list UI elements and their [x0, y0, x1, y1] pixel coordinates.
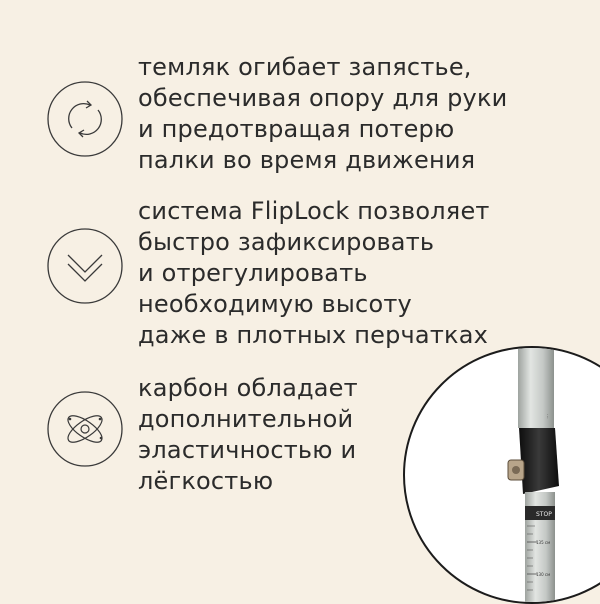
feature-line: быстро зафиксировать	[138, 228, 435, 256]
feature-line: эластичностью и	[138, 436, 357, 464]
feature-line: обеспечивая опору для руки	[138, 84, 508, 112]
atom-orbit-icon	[46, 390, 124, 468]
feature-text	[138, 52, 578, 176]
feature-line: темляк огибает запястье,	[138, 53, 472, 81]
feature-line: палки во время движения	[138, 146, 476, 174]
double-chevron-down-icon	[46, 227, 124, 305]
stop-label: STOP	[536, 511, 552, 518]
mark-135: 135 см	[536, 540, 551, 545]
svg-text:···: ···	[544, 414, 550, 419]
feature-line: и отрегулировать	[138, 259, 368, 287]
feature-text	[138, 196, 578, 351]
feature-line: лёгкостью	[138, 467, 274, 495]
feature-line: даже в плотных перчатках	[138, 321, 489, 349]
mark-130: 130 см	[536, 572, 551, 577]
feature-line: необходимую высоту	[138, 290, 412, 318]
rotate-arrows-icon	[46, 80, 124, 158]
feature-wrist-strap	[0, 48, 600, 178]
flip-lock-clamp	[519, 428, 559, 494]
feature-line: система FlipLock позволяет	[138, 197, 490, 225]
feature-fliplock	[0, 196, 600, 356]
feature-line: дополнительной	[138, 405, 354, 433]
feature-line: и предотвращая потерю	[138, 115, 455, 143]
feature-line: карбон обладает	[138, 374, 358, 402]
